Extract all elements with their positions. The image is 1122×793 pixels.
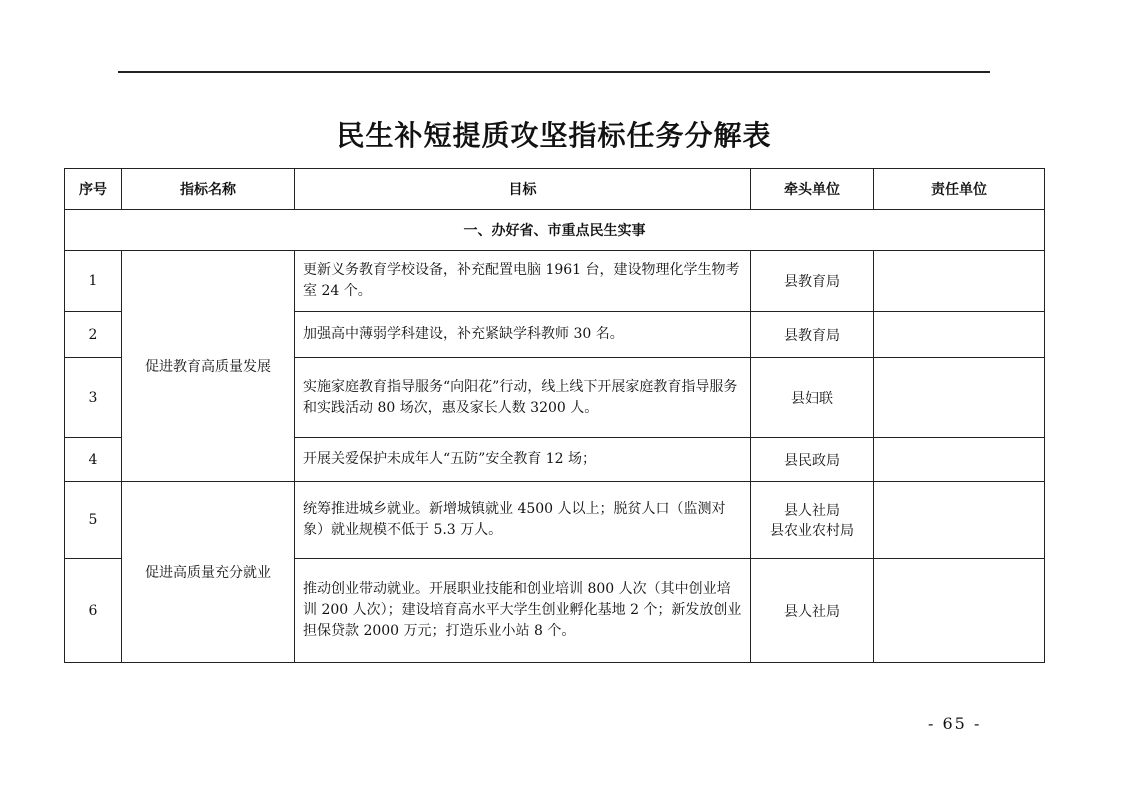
row-lead [751, 482, 874, 559]
row-responsible [874, 251, 1045, 312]
row-goal: 实施家庭教育指导服务“向阳花”行动，线上线下开展家庭教育指导服务和实践活动 80 场次，惠及家长人数 3200 人。 [295, 358, 751, 438]
row-responsible [874, 358, 1045, 438]
table-header-row [65, 169, 1045, 210]
header-indicator: 指标名称 [122, 169, 295, 210]
row-responsible [874, 482, 1045, 559]
row-lead: 县妇联 [751, 358, 874, 438]
header-goal: 目标 [295, 169, 751, 210]
row-responsible [874, 438, 1045, 482]
row-lead-line1: 县人社局 [784, 503, 840, 519]
task-table [64, 168, 1045, 663]
row-no: 6 [65, 559, 122, 663]
header-no: 序号 [65, 169, 122, 210]
row-goal: 加强高中薄弱学科建设，补充紧缺学科教师 30 名。 [295, 312, 751, 358]
section-row [65, 210, 1045, 251]
row-lead: 县教育局 [751, 312, 874, 358]
table-row [65, 482, 1045, 559]
indicator-name: 促进教育高质量发展 [122, 251, 295, 482]
row-responsible [874, 559, 1045, 663]
row-goal: 统筹推进城乡就业。新增城镇就业 4500 人以上；脱贫人口（监测对象）就业规模不低于 5.3 万人。 [295, 482, 751, 559]
row-lead: 县人社局 [751, 559, 874, 663]
row-no: 2 [65, 312, 122, 358]
row-lead: 县民政局 [751, 438, 874, 482]
row-goal: 开展关爱保护未成年人“五防”安全教育 12 场； [295, 438, 751, 482]
header-responsible: 责任单位 [874, 169, 1045, 210]
row-goal: 推动创业带动就业。开展职业技能和创业培训 800 人次（其中创业培训 200 人次）；建设培育高水平大学生创业孵化基地 2 个；新发放创业担保贷款 2000 万元；打造乐业小站 8 个。 [295, 559, 751, 663]
header-rule [118, 71, 990, 73]
row-no: 1 [65, 251, 122, 312]
indicator-name: 促进高质量充分就业 [122, 482, 295, 663]
row-no: 5 [65, 482, 122, 559]
section-heading: 一、办好省、市重点民生实事 [65, 210, 1045, 251]
header-lead: 牵头单位 [751, 169, 874, 210]
row-lead: 县教育局 [751, 251, 874, 312]
row-responsible [874, 312, 1045, 358]
row-goal: 更新义务教育学校设备，补充配置电脑 1961 台，建设物理化学生物考室 24 个。 [295, 251, 751, 312]
page-number: - 65 - [928, 714, 982, 733]
table-row [65, 251, 1045, 312]
page-title: 民生补短提质攻坚指标任务分解表 [336, 119, 772, 152]
row-no: 4 [65, 438, 122, 482]
row-no: 3 [65, 358, 122, 438]
row-lead-line2: 县农业农村局 [770, 523, 854, 539]
